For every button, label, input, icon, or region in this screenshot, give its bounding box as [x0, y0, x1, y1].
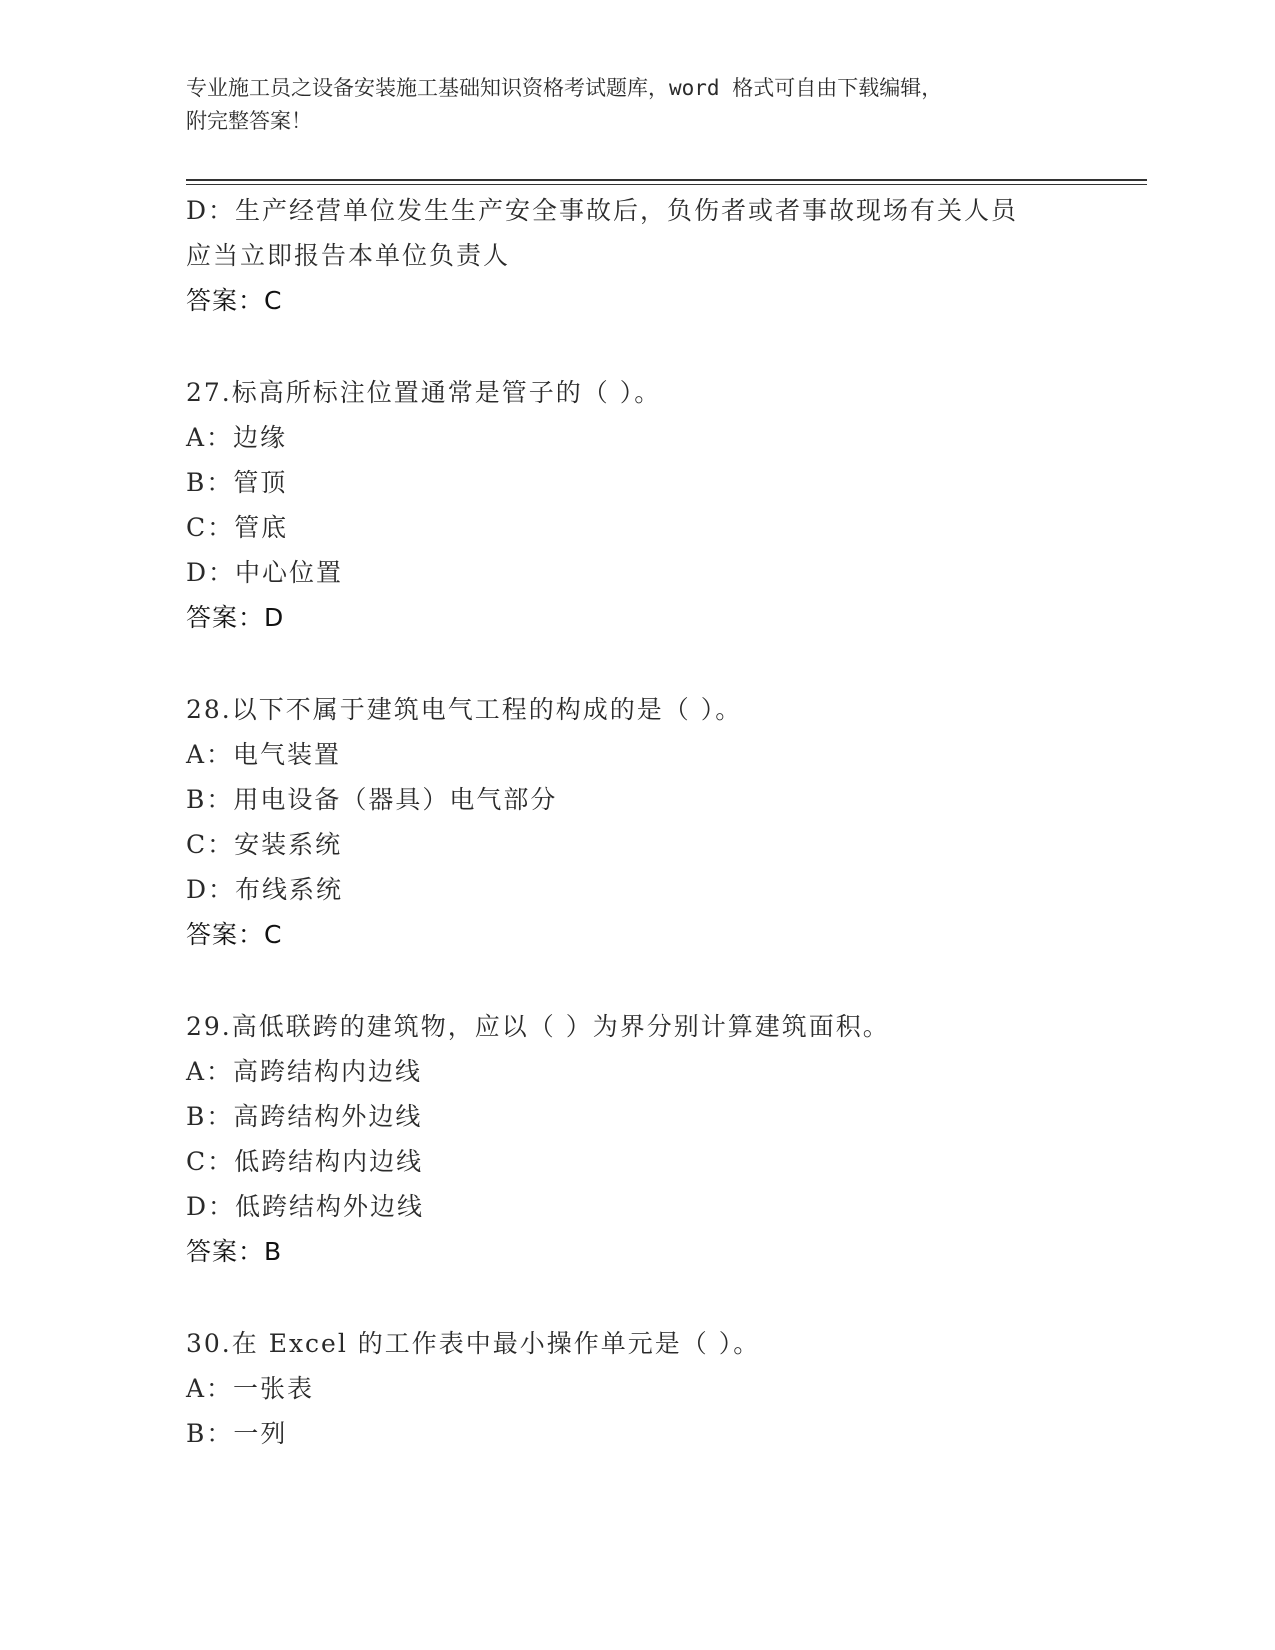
option-a: A：边缘	[186, 423, 288, 452]
document-header	[186, 72, 1106, 138]
answer-line: 答案：C	[186, 286, 283, 315]
question-list	[186, 188, 1106, 1456]
question-27	[186, 370, 1106, 640]
option-b: B：一列	[186, 1419, 288, 1448]
option-b: B：用电设备（器具）电气部分	[186, 785, 558, 814]
answer-line: 答案：C	[186, 920, 283, 949]
question-29	[186, 1004, 1106, 1274]
option-c: C：安装系统	[186, 830, 343, 859]
option-d: D：低跨结构外边线	[186, 1192, 425, 1221]
option-c: C：低跨结构内边线	[186, 1147, 424, 1176]
answer-line: 答案：B	[186, 1237, 283, 1266]
option-a: A：电气装置	[186, 740, 342, 769]
option-d: D：布线系统	[186, 875, 344, 904]
option-d: D：生产经营单位发生生产安全事故后，负伤者或者事故现场有关人员	[186, 196, 1019, 225]
question-stem: 28.以下不属于建筑电气工程的构成的是（ ）。	[186, 695, 743, 724]
question-stem: 27.标高所标注位置通常是管子的（ ）。	[186, 378, 662, 407]
question-28	[186, 687, 1106, 957]
option-c: C：管底	[186, 513, 289, 542]
question-stem: 30.在 Excel 的工作表中最小操作单元是（ ）。	[186, 1329, 761, 1358]
option-a: A：一张表	[186, 1374, 315, 1403]
option-a: A：高跨结构内边线	[186, 1057, 423, 1086]
header-line-1: 专业施工员之设备安装施工基础知识资格考试题库，word 格式可自由下载编辑，	[186, 76, 943, 100]
option-d: D：中心位置	[186, 558, 344, 587]
option-b: B：管顶	[186, 468, 288, 497]
question-stem: 29.高低联跨的建筑物，应以（ ）为界分别计算建筑面积。	[186, 1012, 890, 1041]
option-b: B：高跨结构外边线	[186, 1102, 423, 1131]
question-26-continuation	[186, 188, 1106, 323]
header-divider-thin	[186, 184, 1147, 185]
header-line-2: 附完整答案！	[186, 109, 312, 133]
option-d-continued: 应当立即报告本单位负责人	[186, 241, 511, 270]
header-divider-thick	[186, 179, 1147, 181]
answer-line: 答案：D	[186, 603, 285, 632]
question-30	[186, 1321, 1106, 1456]
